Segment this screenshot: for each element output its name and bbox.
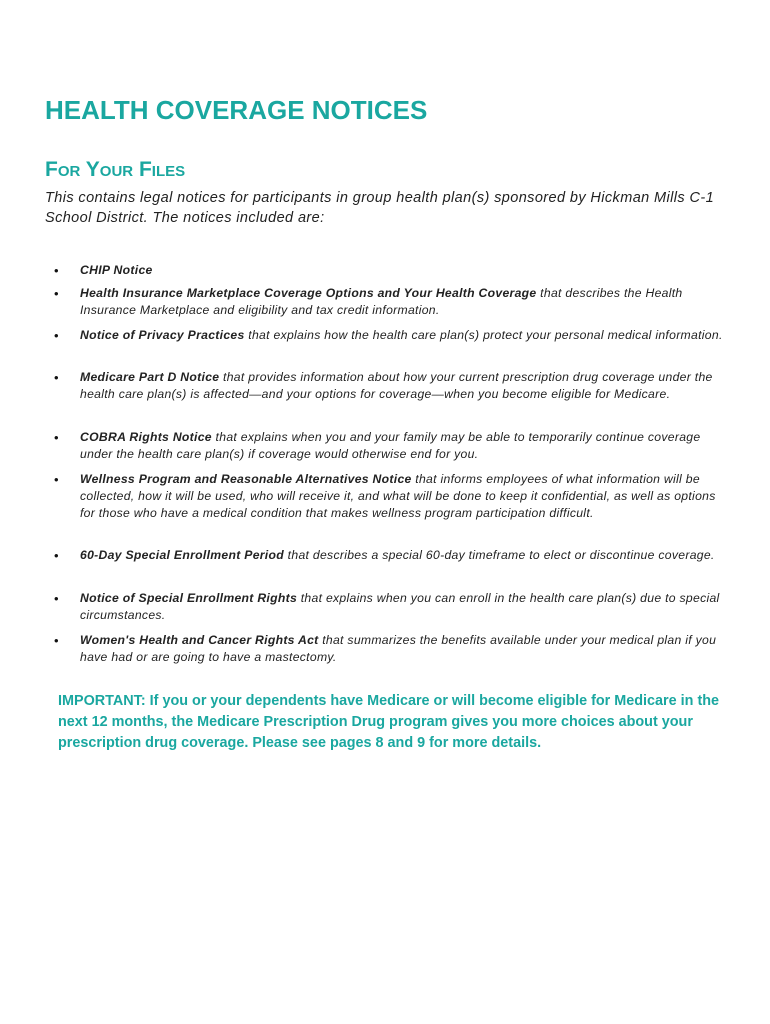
section-title: For Your Files xyxy=(45,158,186,181)
notice-title: COBRA Rights Notice xyxy=(80,430,212,444)
notice-title: Medicare Part D Notice xyxy=(80,370,220,384)
notice-text xyxy=(80,547,728,564)
notice-title: Wellness Program and Reasonable Alternatives Notice xyxy=(80,472,412,486)
notice-description: that informs employees of what information will be collected, how it will be used, who will receive it, and what will be done to keep it confidential, as well as options for those who have a medical condition that makes wellness program participation difficult. xyxy=(80,472,716,521)
notice-title: CHIP Notice xyxy=(80,263,153,277)
bullet-dot-icon: • xyxy=(54,370,59,385)
notice-title: Notice of Privacy Practices xyxy=(80,328,245,342)
notice-text xyxy=(80,429,728,463)
page-title: HEALTH COVERAGE NOTICES xyxy=(45,95,428,125)
notice-description: that explains when you and your family may be able to temporarily continue coverage under the health care plan(s) if coverage would otherwise end for you. xyxy=(80,430,701,462)
intro-paragraph: This contains legal notices for participants in group health plan(s) sponsored by Hickman Mills C-1 School District. The notices included are: xyxy=(45,190,715,226)
bullet-dot-icon: • xyxy=(54,548,59,563)
notice-title: Notice of Special Enrollment Rights xyxy=(80,591,298,605)
notice-description: that provides information about how your current prescription drug coverage under the health care plan(s) is affected—and your options for coverage—when you become eligible for Medicare. xyxy=(80,370,713,402)
bullet-dot-icon: • xyxy=(54,328,59,343)
notice-text xyxy=(80,590,728,624)
notice-title: Health Insurance Marketplace Coverage Options and Your Health Coverage xyxy=(80,286,537,300)
notice-text xyxy=(80,471,728,523)
bullet-dot-icon: • xyxy=(54,430,59,445)
notice-title: 60-Day Special Enrollment Period xyxy=(80,548,284,562)
bullet-dot-icon: • xyxy=(54,633,59,648)
bullet-dot-icon: • xyxy=(54,472,59,487)
notice-description: that explains how the health care plan(s) protect your personal medical information. xyxy=(244,328,723,342)
notice-description: that explains when you can enroll in the health care plan(s) due to special circumstances. xyxy=(80,591,720,623)
bullet-dot-icon: • xyxy=(54,286,59,301)
notice-text xyxy=(80,285,728,319)
notice-text xyxy=(80,369,728,403)
bullet-dot-icon: • xyxy=(54,263,59,278)
notice-title: Women's Health and Cancer Rights Act xyxy=(80,633,319,647)
bullet-dot-icon: • xyxy=(54,591,59,606)
notice-description: that summarizes the benefits available under your medical plan if you have had or are going to have a mastectomy. xyxy=(80,633,717,665)
notice-description: that describes a special 60-day timeframe to elect or discontinue coverage. xyxy=(284,548,715,562)
important-callout: IMPORTANT: If you or your dependents have Medicare or will become eligible for Medicare in the next 12 months, the Medicare Prescription Drug program gives you more choices about your prescription drug coverage. Please see pages 8 and 9 for more details. xyxy=(58,693,720,751)
notice-text xyxy=(80,262,728,279)
notice-description: that describes the Health Insurance Marketplace and eligibility and tax credit information. xyxy=(80,286,683,318)
notice-text xyxy=(80,327,728,344)
notice-text xyxy=(80,632,728,666)
